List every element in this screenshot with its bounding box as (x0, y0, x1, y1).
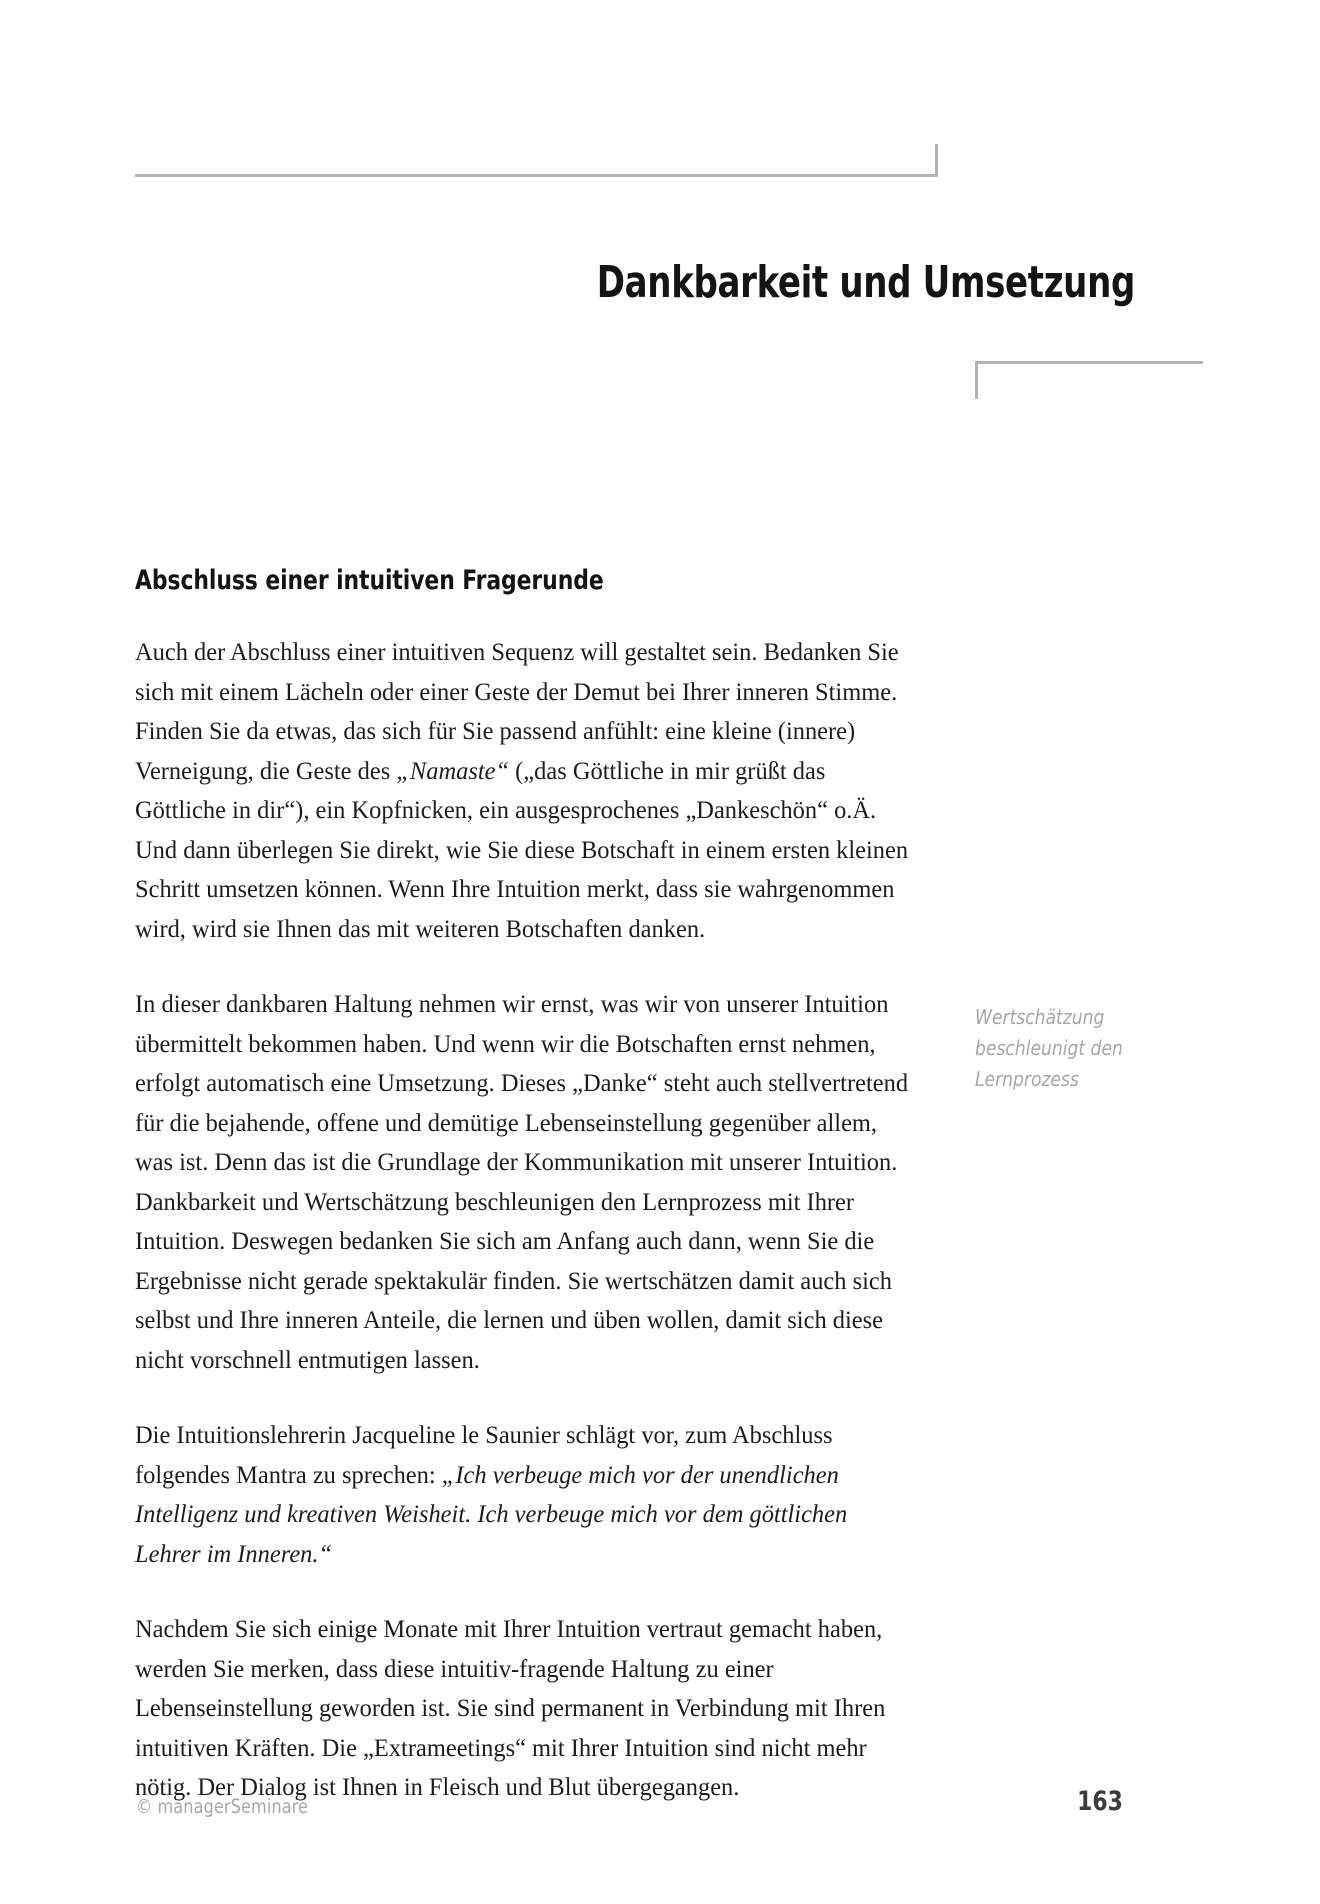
footer-copyright: © managerSeminare (136, 1795, 309, 1818)
page-title: Dankbarkeit und Umsetzung (596, 257, 1135, 309)
section-heading: Abschluss einer intuitiven Fragerunde (135, 565, 604, 596)
paragraph-3-part-a: Die Intuitionslehrerin Jacqueline le Saunier schlägt vor, zum Abschluss folgendes Mantra zu sprechen: (135, 1420, 833, 1489)
paragraph-1 (135, 632, 910, 948)
paragraph-1-emphasis-namaste: „Namaste“ (396, 755, 510, 785)
secondary-rule-corner-tick (975, 361, 978, 399)
margin-note: Wertschätzung beschleunigt den Lernprozess (975, 1005, 1123, 1091)
paragraph-1-part-b: („das Göttliche in mir grüßt das Göttliche in dir“), ein Kopfnicken, ein ausgesprochenes „Dankeschön“ o.Ä. Und dann überlegen Sie direkt, wie Sie diese Botschaft in einem ersten kleinen Schritt umsetzen können. Wenn Ihre Intuition merkt, dass sie wahrgenommen wird, wird sie Ihnen das mit weiteren Botschaften danken. (135, 755, 909, 943)
paragraph-1-part-a: Auch der Abschluss einer intuitiven Sequenz will gestaltet sein. Bedanken Sie sich mit einem Lächeln oder einer Geste der Demut bei Ihrer inneren Stimme. Finden Sie da etwas, das sich für Sie passend anfühlt: eine kleine (innere) Verneigung, die Geste des (135, 637, 899, 785)
secondary-rule-horizontal (975, 361, 1203, 364)
header-rule-corner-tick (935, 144, 938, 177)
header-rule-horizontal (135, 174, 938, 177)
paragraph-2: In dieser dankbaren Haltung nehmen wir ernst, was wir von unserer Intuition übermittelt bekommen haben. Und wenn wir die Botschaften ernst nehmen, erfolgt automatisch eine Umsetzung. Dieses „Danke“ steht auch stellvertretend für die bejahende, offene und demütige Lebenseinstellung gegenüber allem, was ist. Denn das ist die Grundlage der Kommunikation mit unserer Intuition. Dankbarkeit und Wertschätzung beschleunigen den Lernprozess mit Ihrer Intuition. Deswegen bedanken Sie sich am Anfang auch dann, wenn Sie die Ergebnisse nicht gerade spektakulär finden. Sie wertschätzen damit auch sich selbst und Ihre inneren Anteile, die lernen und üben wollen, damit sich diese nicht vorschnell entmutigen lassen. (135, 989, 909, 1374)
body-column (135, 565, 947, 1807)
page-number: 163 (1077, 1786, 1123, 1817)
paragraph-4: Nachdem Sie sich einige Monate mit Ihrer Intuition vertraut gemacht haben, werden Sie merken, dass diese intuitiv-fragende Haltung zu einer Lebenseinstellung geworden ist. Sie sind permanent in Verbindung mit Ihren intuitiven Kräften. Die „Extrameetings“ mit Ihrer Intuition sind nicht mehr nötig. Der Dialog ist Ihnen in Fleisch und Blut übergegangen. (135, 1614, 886, 1801)
paragraph-3-mantra-quote: „Ich verbeuge mich vor der unendlichen Intelligenz und kreativen Weisheit. Ich verbeuge mich vor dem göttlichen Lehrer im Inneren.“ (135, 1459, 848, 1568)
paragraph-3 (135, 1415, 910, 1573)
